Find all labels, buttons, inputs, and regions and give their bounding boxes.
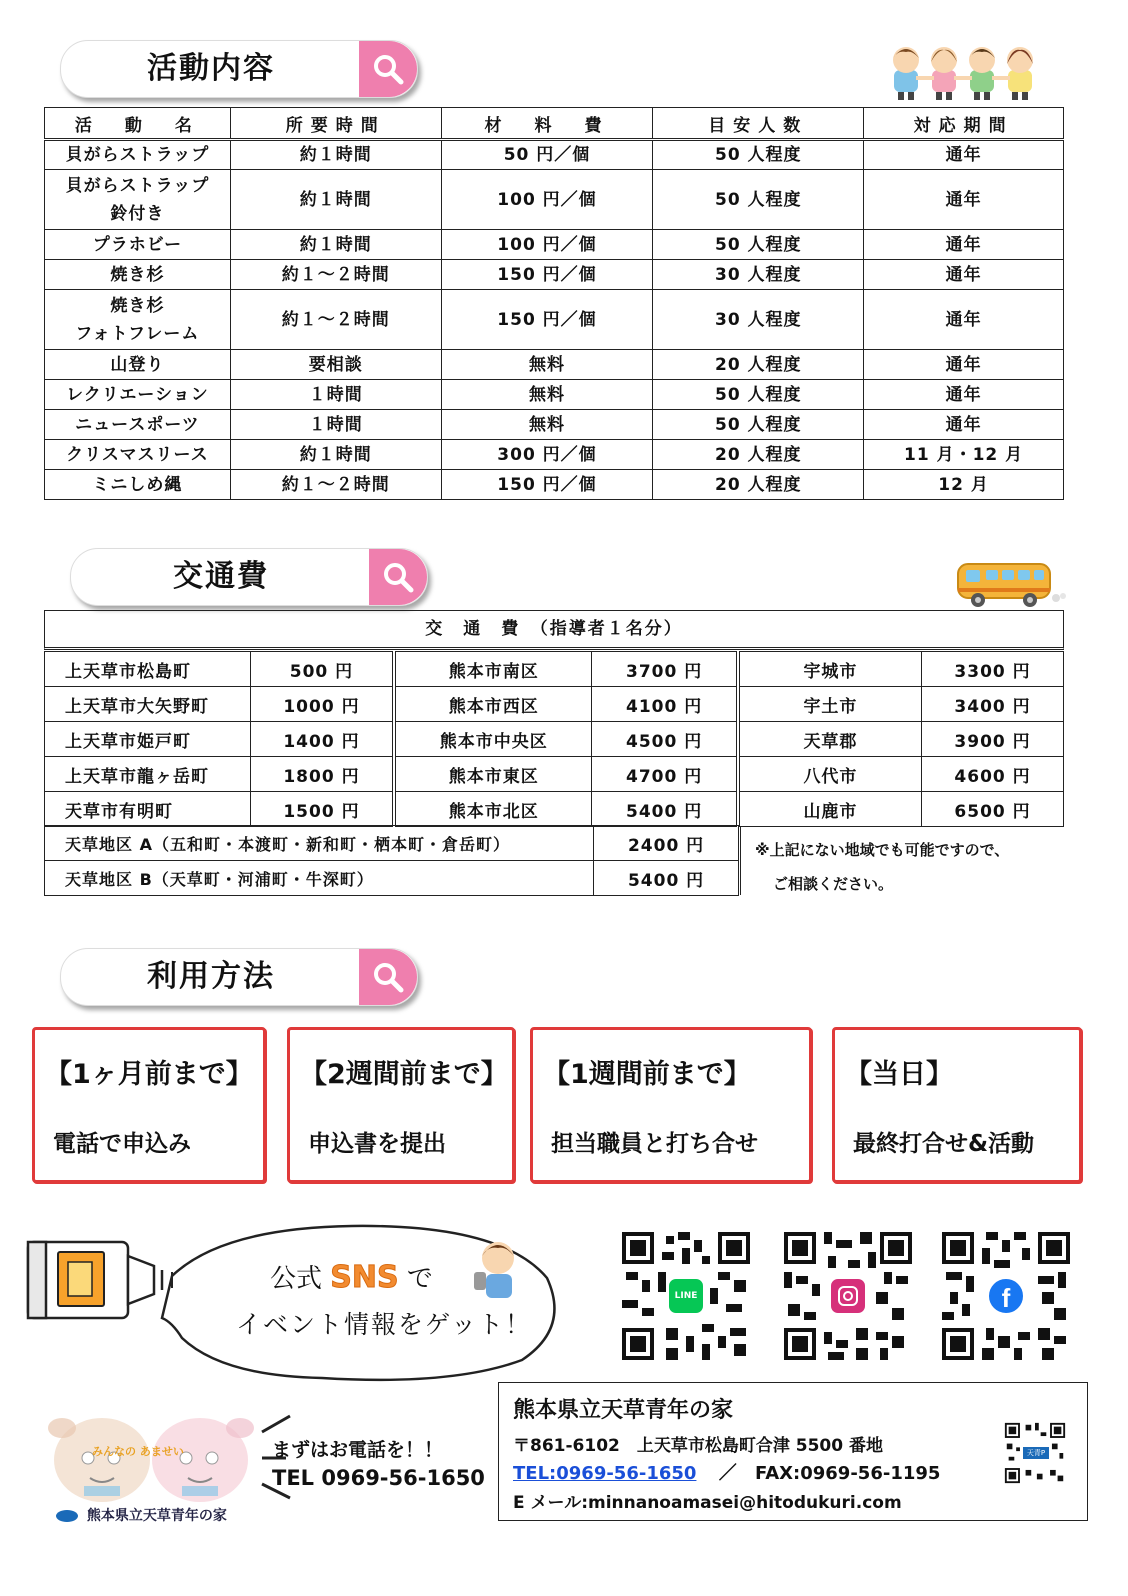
region-fare: 4600 円: [922, 757, 1064, 792]
transport-row: [45, 687, 1064, 722]
region-fare: 4700 円: [592, 757, 738, 792]
section-header-usage: [60, 948, 418, 1006]
activity-row: [45, 380, 1064, 410]
header-capacity: 目安人数: [653, 108, 864, 140]
activity-row: [45, 470, 1064, 500]
transport-table: [44, 651, 1064, 827]
transport-row: [45, 652, 1064, 687]
activity-duration: 約１時間: [230, 230, 441, 260]
region-name: 山鹿市: [738, 792, 922, 827]
transport-header-label: 交 通 費 （指導者１名分）: [425, 619, 683, 639]
region-fare: 6500 円: [922, 792, 1064, 827]
region-name: 上天草市姫戸町: [45, 722, 251, 757]
activity-name: 焼き杉: [45, 260, 231, 290]
activity-duration: 約１時間: [230, 170, 441, 230]
activity-cost: 50 円／個: [441, 140, 653, 170]
region-fare: 3400 円: [922, 687, 1064, 722]
fax-number: FAX:0969-56-1195: [755, 1463, 941, 1484]
region-name: 熊本市東区: [394, 757, 592, 792]
line-icon-label: LINE: [674, 1291, 698, 1301]
activity-capacity: 20 人程度: [653, 470, 864, 500]
activity-cost: 無料: [441, 410, 653, 440]
transport-note-line1: ※上記にない地域でも可能ですので、: [755, 841, 1010, 859]
usage-step-2: [287, 1027, 515, 1183]
region-fare: 1000 円: [250, 687, 394, 722]
activities-table: [44, 107, 1064, 500]
youth-house-qr-code[interactable]: [1003, 1421, 1067, 1485]
activity-row: [45, 260, 1064, 290]
activity-capacity: 30 人程度: [653, 290, 864, 350]
region-fare: 5400 円: [592, 792, 738, 827]
activity-name: プラホビー: [45, 230, 231, 260]
step-title: 【1週間前まで】: [543, 1059, 751, 1090]
usage-step-3: [530, 1027, 812, 1183]
sns-suffix: で: [406, 1264, 433, 1294]
search-icon: [369, 549, 427, 605]
region-name: 上天草市大矢野町: [45, 687, 251, 722]
activity-cost: 300 円／個: [441, 440, 653, 470]
step-title: 【1ヶ月前まで】: [45, 1059, 253, 1090]
region-fare: 3700 円: [592, 652, 738, 687]
activity-row: [45, 170, 1064, 230]
sns-line1: [270, 1258, 433, 1295]
region-fare: 1800 円: [250, 757, 394, 792]
transport-header: [44, 610, 1064, 650]
step-description: 担当職員と打ち合せ: [551, 1131, 758, 1157]
transport-row: [45, 792, 1064, 827]
region-fare: 3900 円: [922, 722, 1064, 757]
activity-cost: 無料: [441, 350, 653, 380]
region-name: 上天草市松島町: [45, 652, 251, 687]
region-name: 宇土市: [738, 687, 922, 722]
activity-cost: 150 円／個: [441, 290, 653, 350]
sns-word: SNS: [330, 1260, 399, 1295]
transport-note: [740, 827, 1065, 895]
sns-line2: イベント情報をゲット！: [236, 1310, 533, 1339]
activity-name: ミニしめ縄: [45, 470, 231, 500]
region-name: 熊本市南区: [394, 652, 592, 687]
header-activity-name: 活 動 名: [45, 108, 231, 140]
activity-duration: 約１～２時間: [230, 260, 441, 290]
region-name: 天草郡: [738, 722, 922, 757]
activity-duration: １時間: [230, 410, 441, 440]
activity-cost: 150 円／個: [441, 260, 653, 290]
activity-capacity: 50 人程度: [653, 380, 864, 410]
call-line1: まずはお電話を！！: [272, 1439, 444, 1461]
activity-name: クリスマスリース: [45, 440, 231, 470]
activity-row: [45, 140, 1064, 170]
section-header-activities: [60, 40, 418, 98]
activity-period: 通年: [864, 350, 1064, 380]
step-description: 電話で申込み: [53, 1131, 191, 1157]
area-a-price: 2400 円: [594, 826, 739, 861]
section-title: 利用方法: [147, 959, 275, 994]
logo-text: 熊本県立天草青年の家: [86, 1508, 227, 1524]
instagram-icon: [828, 1276, 868, 1316]
facebook-qr-code[interactable]: [938, 1228, 1074, 1364]
activity-capacity: 50 人程度: [653, 230, 864, 260]
activity-duration: 約１～２時間: [230, 290, 441, 350]
activity-duration: 約１～２時間: [230, 470, 441, 500]
facebook-icon: f: [986, 1276, 1026, 1316]
step-title: 【当日】: [845, 1059, 953, 1090]
sns-prefix: 公式: [270, 1264, 323, 1294]
area-b-price: 5400 円: [594, 861, 739, 896]
step-description: 最終打合せ&活動: [853, 1131, 1035, 1157]
activity-capacity: 50 人程度: [653, 410, 864, 440]
tel-link[interactable]: TEL:0969-56-1650: [513, 1463, 697, 1484]
activity-period: 通年: [864, 380, 1064, 410]
section-title: 活動内容: [147, 51, 275, 86]
region-fare: 4100 円: [592, 687, 738, 722]
activity-row: [45, 410, 1064, 440]
tel-fax-line: [513, 1459, 940, 1485]
activity-capacity: 20 人程度: [653, 350, 864, 380]
activity-name: 貝がらストラップ: [45, 140, 231, 170]
region-fare: 1500 円: [250, 792, 394, 827]
region-name: 熊本市北区: [394, 792, 592, 827]
contact-box: [498, 1382, 1088, 1521]
line-icon: [666, 1276, 706, 1316]
region-name: 八代市: [738, 757, 922, 792]
step-description: 申込書を提出: [308, 1131, 446, 1157]
activity-duration: 約１時間: [230, 140, 441, 170]
header-duration: 所要時間: [230, 108, 441, 140]
activity-name: ニュースポーツ: [45, 410, 231, 440]
section-header-transport: [70, 548, 428, 606]
youth-house-logo: [56, 1505, 227, 1525]
logo-mark-icon: [56, 1510, 78, 1522]
activity-period: 通年: [864, 290, 1064, 350]
activity-capacity: 30 人程度: [653, 260, 864, 290]
activity-cost: 100 円／個: [441, 230, 653, 260]
activity-capacity: 50 人程度: [653, 140, 864, 170]
header-period: 対応期間: [864, 108, 1064, 140]
children-illustration: [886, 40, 1056, 102]
bus-icon: [956, 560, 1068, 610]
activity-cost: 150 円／個: [441, 470, 653, 500]
usage-step-1: [32, 1027, 266, 1183]
small-qr-label: 天青P: [1023, 1447, 1049, 1459]
region-name: 宇城市: [738, 652, 922, 687]
activity-name: 山登り: [45, 350, 231, 380]
activity-period: 通年: [864, 410, 1064, 440]
activity-row: [45, 230, 1064, 260]
address: 〒861-6102 上天草市松島町合津 5500 番地: [513, 1436, 884, 1456]
transport-note-line2: ご相談ください。: [773, 875, 894, 893]
activity-row: [45, 350, 1064, 380]
activity-name: 貝がらストラップ 鈴付き: [45, 170, 231, 230]
line-qr-code[interactable]: [618, 1228, 754, 1364]
area-a-label: 天草地区 A（五和町・本渡町・新和町・栖本町・倉岳町）: [45, 826, 594, 861]
activity-capacity: 50 人程度: [653, 170, 864, 230]
activity-period: 12 月: [864, 470, 1064, 500]
activity-duration: 要相談: [230, 350, 441, 380]
org-name: 熊本県立天草青年の家: [513, 1398, 734, 1423]
region-fare: 3300 円: [922, 652, 1064, 687]
transport-row: [45, 722, 1064, 757]
activity-period: 通年: [864, 140, 1064, 170]
activity-duration: １時間: [230, 380, 441, 410]
mascot-caption: みんなの あませい: [92, 1445, 184, 1458]
region-name: 熊本市西区: [394, 687, 592, 722]
step-title: 【2週間前まで】: [300, 1059, 508, 1090]
instagram-qr-code[interactable]: [780, 1228, 916, 1364]
activity-period: 通年: [864, 260, 1064, 290]
activity-cost: 100 円／個: [441, 170, 653, 230]
search-icon: [359, 949, 417, 1005]
activity-row: [45, 440, 1064, 470]
header-material-cost: 材 料 費: [441, 108, 653, 140]
activity-period: 通年: [864, 230, 1064, 260]
region-fare: 500 円: [250, 652, 394, 687]
region-name: 上天草市龍ヶ岳町: [45, 757, 251, 792]
region-name: 熊本市中央区: [394, 722, 592, 757]
email[interactable]: E メール:minnanoamasei@hitodukuri.com: [513, 1493, 902, 1513]
activity-cost: 無料: [441, 380, 653, 410]
usage-step-4: [832, 1027, 1082, 1183]
activity-name: レクリエーション: [45, 380, 231, 410]
transport-area-table: [44, 825, 739, 896]
search-icon: [359, 41, 417, 97]
separator: ／: [718, 1463, 737, 1484]
activity-row: [45, 290, 1064, 350]
activity-capacity: 20 人程度: [653, 440, 864, 470]
activity-name: 焼き杉 フォトフレーム: [45, 290, 231, 350]
region-fare: 4500 円: [592, 722, 738, 757]
transport-row: [45, 757, 1064, 792]
region-fare: 1400 円: [250, 722, 394, 757]
region-name: 天草市有明町: [45, 792, 251, 827]
area-b-label: 天草地区 B（天草町・河浦町・牛深町）: [45, 861, 594, 896]
boy-with-phone-illustration: [466, 1238, 526, 1302]
activity-duration: 約１時間: [230, 440, 441, 470]
section-title: 交通費: [173, 559, 269, 594]
call-phone-number: TEL 0969-56-1650: [272, 1466, 485, 1490]
activity-period: 11 月・12 月: [864, 440, 1064, 470]
activity-period: 通年: [864, 170, 1064, 230]
